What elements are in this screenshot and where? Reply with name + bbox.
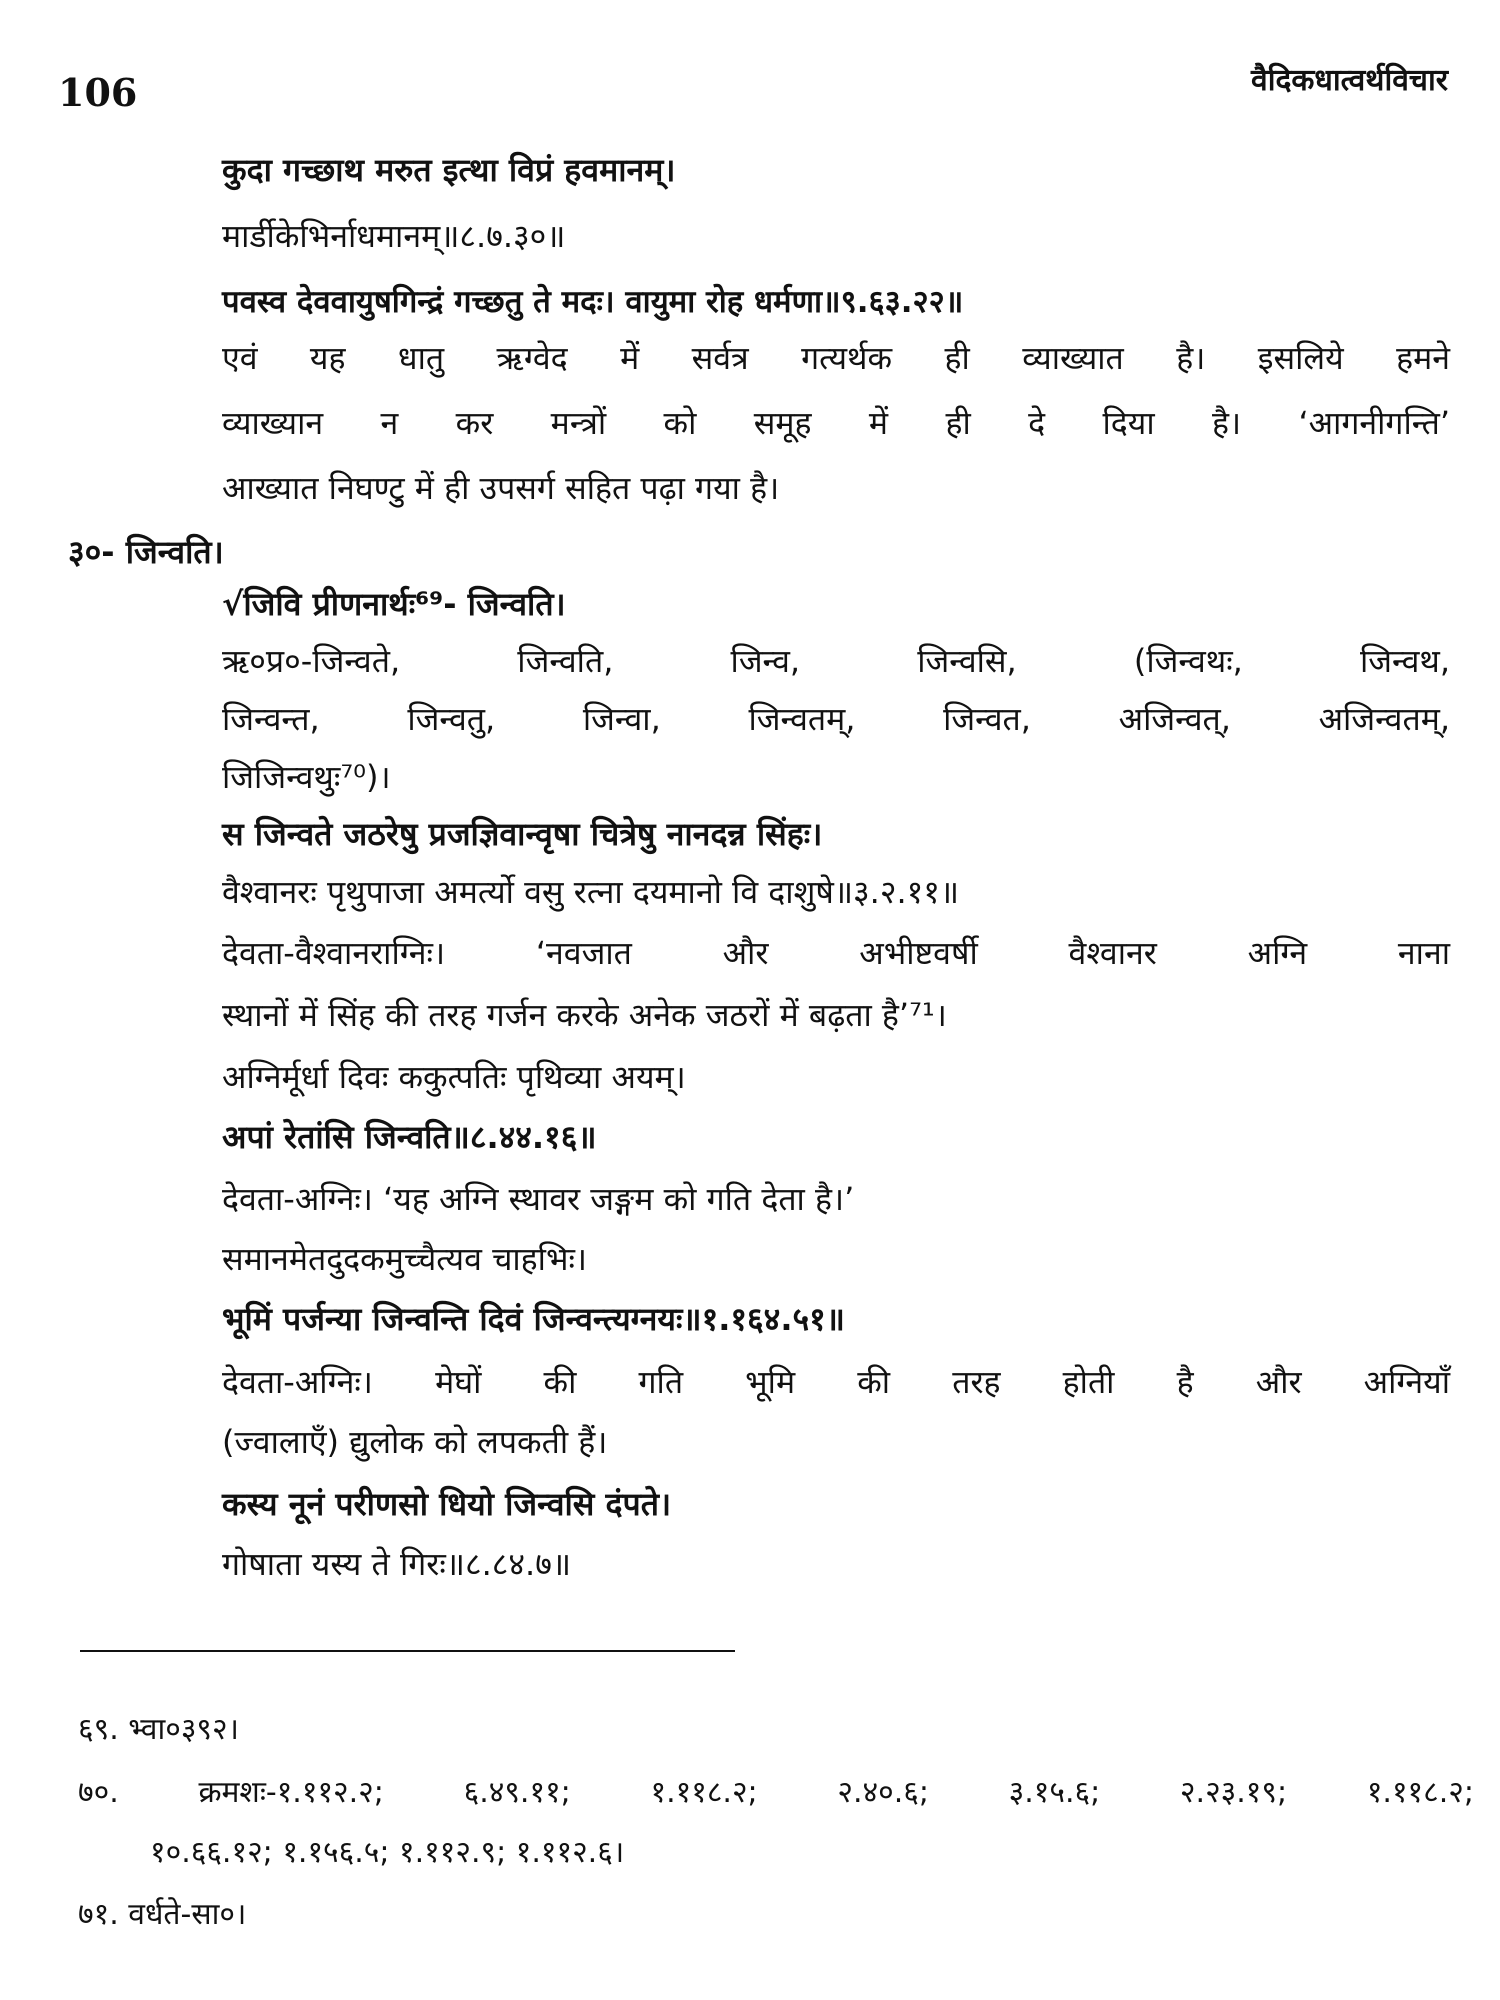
root-heading: √जिवि प्रीणनार्थः⁶⁹- जिन्वति। [222, 585, 566, 623]
footnote-continuation: १०.६६.१२; १.१५६.५; १.११२.९; १.११२.६। [150, 1835, 625, 1870]
footnote-rule [80, 1650, 735, 1652]
explanation-line: (ज्वालाएँ) द्युलोक को लपकती हैं। [222, 1423, 608, 1461]
explanation-line: स्थानों में सिंह की तरह गर्जन करके अनेक जठरों में बढ़ता है’⁷¹। [222, 996, 947, 1034]
footnote: ७१. वर्धते-सा०। [78, 1897, 247, 1932]
footnote: ६९. भ्वा०३९२। [78, 1712, 240, 1747]
forms-line: जिन्वन्त, जिन्वतु, जिन्वा, जिन्वतम्, जिन्वत, अजिन्वत्, अजिन्वतम्, [222, 700, 1450, 738]
mantra-line: भूमिं पर्जन्या जिन्वन्ति दिवं जिन्वन्त्यग्नयः॥१.१६४.५१॥ [222, 1300, 845, 1338]
page-number: 106 [58, 70, 138, 115]
mantra-line: पवस्व देववायुषगिन्द्रं गच्छतु ते मदः। वायुमा रोह धर्मणा॥९.६३.२२॥ [222, 284, 964, 320]
running-head: वैदिकधात्वर्थविचार [1251, 63, 1448, 98]
footnote: ७०. क्रमशः-१.११२.२; ६.४९.११; १.११८.२; २.४०.६; ३.१५.६; २.२३.१९; १.११८.२; [78, 1775, 1474, 1810]
explanation-line: देवता-अग्निः। ‘यह अग्नि स्थावर जङ्गम को गति देता है।’ [222, 1180, 855, 1218]
mantra-line: स जिन्वते जठरेषु प्रजज्ञिवान्वृषा चित्रेषु नानदन्न सिंहः। [222, 815, 823, 853]
prose-line: एवं यह धातु ऋग्वेद में सर्वत्र गत्यर्थक ही व्याख्यात है। इसलिये हमने [222, 339, 1450, 377]
mantra-line: मार्डीकेभिर्नाधमानम्॥८.७.३०॥ [222, 217, 566, 255]
forms-line: ऋ०प्र०-जिन्वते, जिन्वति, जिन्व, जिन्वसि, (जिन्वथः, जिन्वथ, [222, 642, 1450, 680]
prose-line: आख्यात निघण्टु में ही उपसर्ग सहित पढ़ा गया है। [222, 469, 780, 507]
mantra-line: कुदा गच्छाथ मरुत इत्था विप्रं हवमानम्। [222, 151, 676, 189]
mantra-line: वैश्वानरः पृथुपाजा अमर्त्यो वसु रत्ना दयमानो वि दाशुषे॥३.२.११॥ [222, 873, 960, 911]
forms-line: जिजिन्वथुः⁷⁰)। [222, 758, 391, 796]
mantra-line: समानमेतदुदकमुच्चैत्यव चाहभिः। [222, 1240, 588, 1278]
explanation-line: देवता-अग्निः। मेघों की गति भूमि की तरह होती है और अग्नियाँ [222, 1363, 1450, 1401]
explanation-line: देवता-वैश्वानराग्निः। ‘नवजात और अभीष्टवर्षी वैश्वानर अग्नि नाना [222, 934, 1450, 972]
mantra-line: कस्य नूनं परीणसो धियो जिन्वसि दंपते। [222, 1485, 672, 1523]
section-heading: ३०- जिन्वति। [68, 533, 224, 571]
mantra-line: गोषाता यस्य ते गिरः॥८.८४.७॥ [222, 1545, 572, 1583]
mantra-line: अग्निर्मूर्धा दिवः ककुत्पतिः पृथिव्या अयम्। [222, 1058, 686, 1096]
prose-line: व्याख्यान न कर मन्त्रों को समूह में ही दे दिया है। ‘आगनीगन्ति’ [222, 404, 1450, 442]
mantra-line: अपां रेतांसि जिन्वति॥८.४४.१६॥ [222, 1118, 597, 1156]
